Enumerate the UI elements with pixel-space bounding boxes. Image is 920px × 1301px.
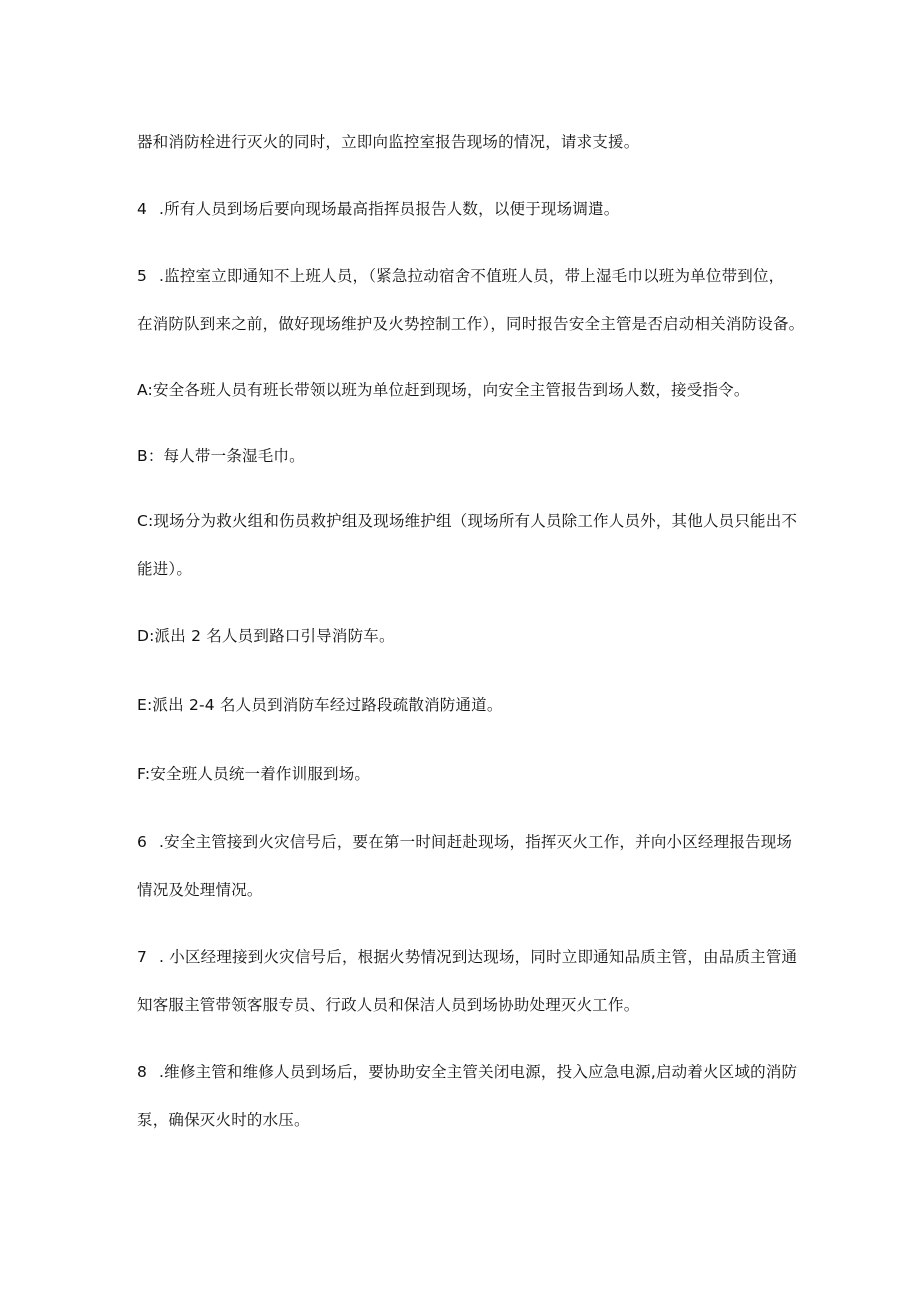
item-8-continuation	[137, 1109, 797, 1131]
line-text: .监控室立即通知不上班人员，（紧急拉动宿舍不值班人员，带上湿毛巾以班为单位带到位，	[159, 267, 785, 285]
line-text: .所有人员到场后要向现场最高指挥员报告人数，以便于现场调遣。	[159, 200, 620, 218]
item-5-continuation	[137, 313, 805, 335]
line-text: F:安全班人员统一着作训服到场。	[137, 765, 371, 783]
sub-item-e	[137, 694, 797, 716]
line-text: B：每人带一条湿毛巾。	[137, 447, 305, 465]
sub-item-c	[137, 510, 797, 532]
line-text: E:派出 2-4 名人员到消防车经过路段疏散消防通道。	[137, 696, 503, 714]
line-text: .安全主管接到火灾信号后，要在第一时间赶赴现场，指挥灭火工作，并向小区经理报告现场	[159, 833, 793, 851]
line-text: 器和消防栓进行灭火的同时，立即向监控室报告现场的情况，请求支援。	[137, 133, 640, 151]
line-text: 能进）。	[137, 560, 193, 578]
line-text: 知客服主管带领客服专员、行政人员和保洁人员到场协助处理灭火工作。	[137, 996, 640, 1014]
item-number: 5	[137, 267, 148, 285]
item-number: 6	[137, 833, 148, 851]
line-text: D:派出 2 名人员到路口引导消防车。	[137, 627, 395, 645]
line-text: . 小区经理接到火灾信号后，根据火势情况到达现场，同时立即通知品质主管，由品质主管通	[159, 948, 798, 966]
item-7-line	[137, 946, 797, 968]
item-4-line	[137, 198, 797, 220]
sub-item-f	[137, 763, 797, 785]
line-text: 情况及处理情况。	[137, 881, 263, 899]
sub-item-c-continuation	[137, 558, 797, 580]
line-text: C:现场分为救火组和伤员救护组及现场维护组（现场所有人员除工作人员外，其他人员只能出不	[137, 512, 798, 530]
item-number: 8	[137, 1063, 148, 1081]
sub-item-a	[137, 379, 797, 401]
item-6-line	[137, 831, 797, 853]
line-text: 泵，确保灭火时的水压。	[137, 1111, 310, 1129]
item-number: 4	[137, 200, 148, 218]
item-8-line	[137, 1061, 797, 1083]
item-number: 7	[137, 948, 148, 966]
line-text: A:安全各班人员有班长带领以班为单位赶到现场，向安全主管报告到场人数，接受指令。	[137, 381, 750, 399]
sub-item-d	[137, 625, 797, 647]
item-7-continuation	[137, 994, 797, 1016]
text-line-1	[137, 131, 797, 153]
item-6-continuation	[137, 879, 797, 901]
line-text: .维修主管和维修人员到场后，要协助安全主管关闭电源，投入应急电源,启动着火区域的消防	[159, 1063, 798, 1081]
sub-item-b	[137, 445, 797, 467]
line-text: 在消防队到来之前，做好现场维护及火势控制工作），同时报告安全主管是否启动相关消防设备。	[137, 315, 805, 333]
item-5-line	[137, 265, 797, 287]
